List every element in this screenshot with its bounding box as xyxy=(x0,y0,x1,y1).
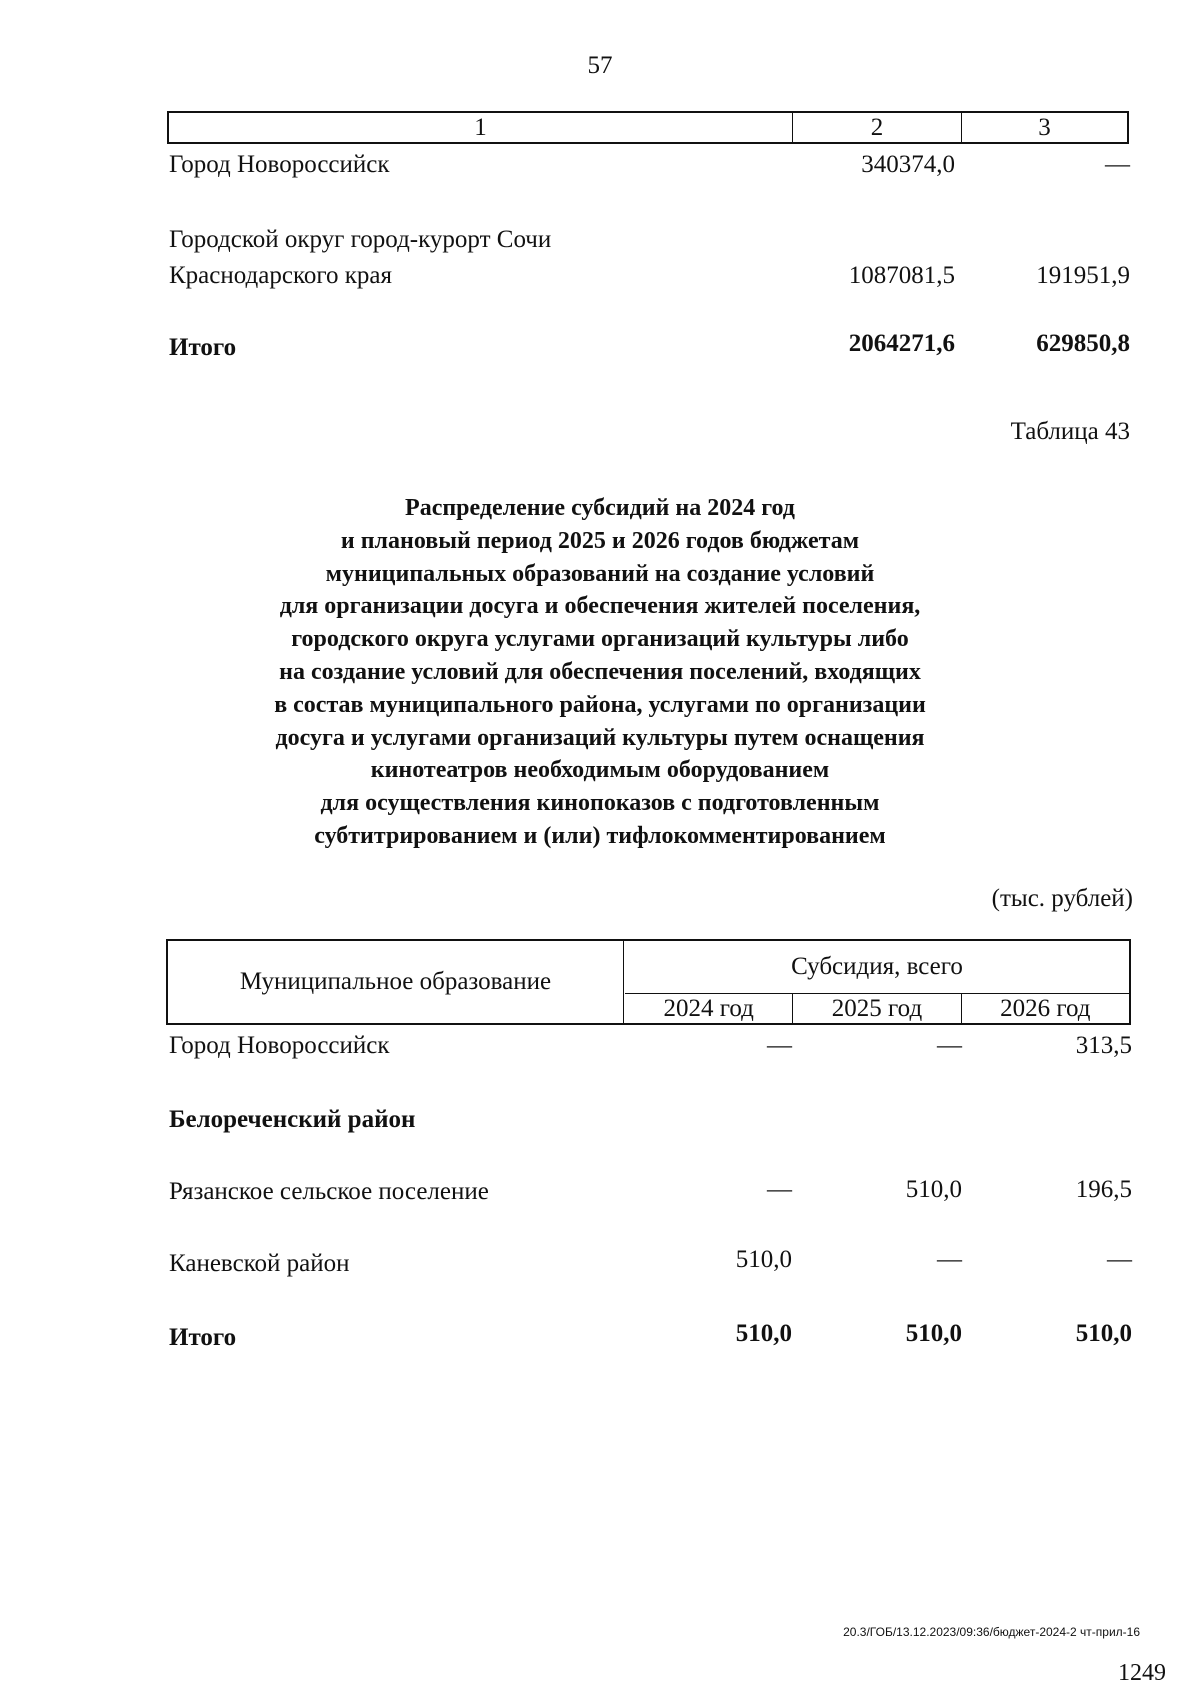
title-line: на создание условий для обеспечения поселений, входящих xyxy=(279,658,921,685)
table1-total-value-2: 2064271,6 xyxy=(848,330,955,357)
header-subsidy-total: Субсидия, всего xyxy=(625,941,1129,994)
table2-row-2024: — xyxy=(767,1176,792,1203)
table2-total-2024: 510,0 xyxy=(735,1320,792,1347)
table2-row-2026: — xyxy=(1107,1246,1132,1273)
table1-col-3: 3 xyxy=(1038,113,1051,141)
table1-row-value-2: 1087081,5 xyxy=(848,262,955,289)
units-label: (тыс. рублей) xyxy=(991,885,1133,912)
title-line: субтитрированием и (или) тифлокомментированием xyxy=(314,822,886,849)
table2-row-name: Каневской район xyxy=(169,1250,350,1277)
table1-total-value-3: 629850,8 xyxy=(1036,330,1130,357)
header-year-2025: 2025 год xyxy=(793,994,961,1023)
table1-row-value-2: 340374,0 xyxy=(861,151,955,178)
table2-row-2025: — xyxy=(937,1032,962,1059)
title-line: досуга и услугами организаций культуры путем оснащения xyxy=(275,724,925,751)
table1-col-2: 2 xyxy=(793,113,962,142)
table1-row-name-line2: Краснодарского края xyxy=(169,262,392,289)
table1-col-1: 1 xyxy=(169,113,793,142)
title-line: для организации досуга и обеспечения жителей поселения, xyxy=(279,593,921,620)
table2-row-2026: 313,5 xyxy=(1075,1032,1132,1059)
table2-group-name: Белореченский район xyxy=(169,1106,416,1133)
title-line: Распределение субсидий на 2024 год xyxy=(405,495,795,521)
table1-total-label: Итого xyxy=(169,334,237,361)
page-number: 57 xyxy=(587,52,613,79)
table1-header xyxy=(167,111,1129,144)
table2-row-2024: — xyxy=(767,1032,792,1059)
header-years xyxy=(625,994,1129,1023)
header-year-2024: 2024 год xyxy=(625,994,793,1023)
title-line: муниципальных образований на создание условий xyxy=(325,560,875,587)
document-title xyxy=(0,492,1200,853)
title-line: кинотеатров необходимым оборудованием xyxy=(370,757,830,784)
footer-document-code: 20.3/ГОБ/13.12.2023/09:36/бюджет-2024-2 чт-прил-16 xyxy=(843,1625,1140,1639)
table1-row-value-3: — xyxy=(1105,151,1130,178)
table2-total-2026: 510,0 xyxy=(1075,1320,1132,1347)
sheet-number: 1249 xyxy=(1118,1660,1166,1686)
table1-row-name-line1: Городской округ город-курорт Сочи xyxy=(169,226,552,253)
table2-row-2025: 510,0 xyxy=(905,1176,962,1203)
table2-row-name: Рязанское сельское поселение xyxy=(169,1178,489,1205)
table2-row-name: Город Новороссийск xyxy=(169,1032,390,1059)
table2-total-label: Итого xyxy=(169,1324,237,1351)
title-line: и плановый период 2025 и 2026 годов бюджетам xyxy=(340,527,860,554)
title-line: в состав муниципального района, услугами по организации xyxy=(274,691,926,718)
table2-header xyxy=(166,939,1131,1025)
title-line: для осуществления кинопоказов с подготовленным xyxy=(320,790,880,817)
table2-total-2025: 510,0 xyxy=(905,1320,962,1347)
table2-row-2026: 196,5 xyxy=(1075,1176,1132,1203)
title-line: городского округа услугами организаций культуры либо xyxy=(291,626,909,653)
table2-row-2025: — xyxy=(937,1246,962,1273)
table1-row-name: Город Новороссийск xyxy=(169,151,390,178)
table-caption: Таблица 43 xyxy=(1010,418,1130,445)
header-year-2026: 2026 год xyxy=(1000,994,1091,1022)
header-municipality: Муниципальное образование xyxy=(168,941,624,1023)
table2-row-2024: 510,0 xyxy=(735,1246,792,1273)
table1-row-value-3: 191951,9 xyxy=(1036,262,1130,289)
